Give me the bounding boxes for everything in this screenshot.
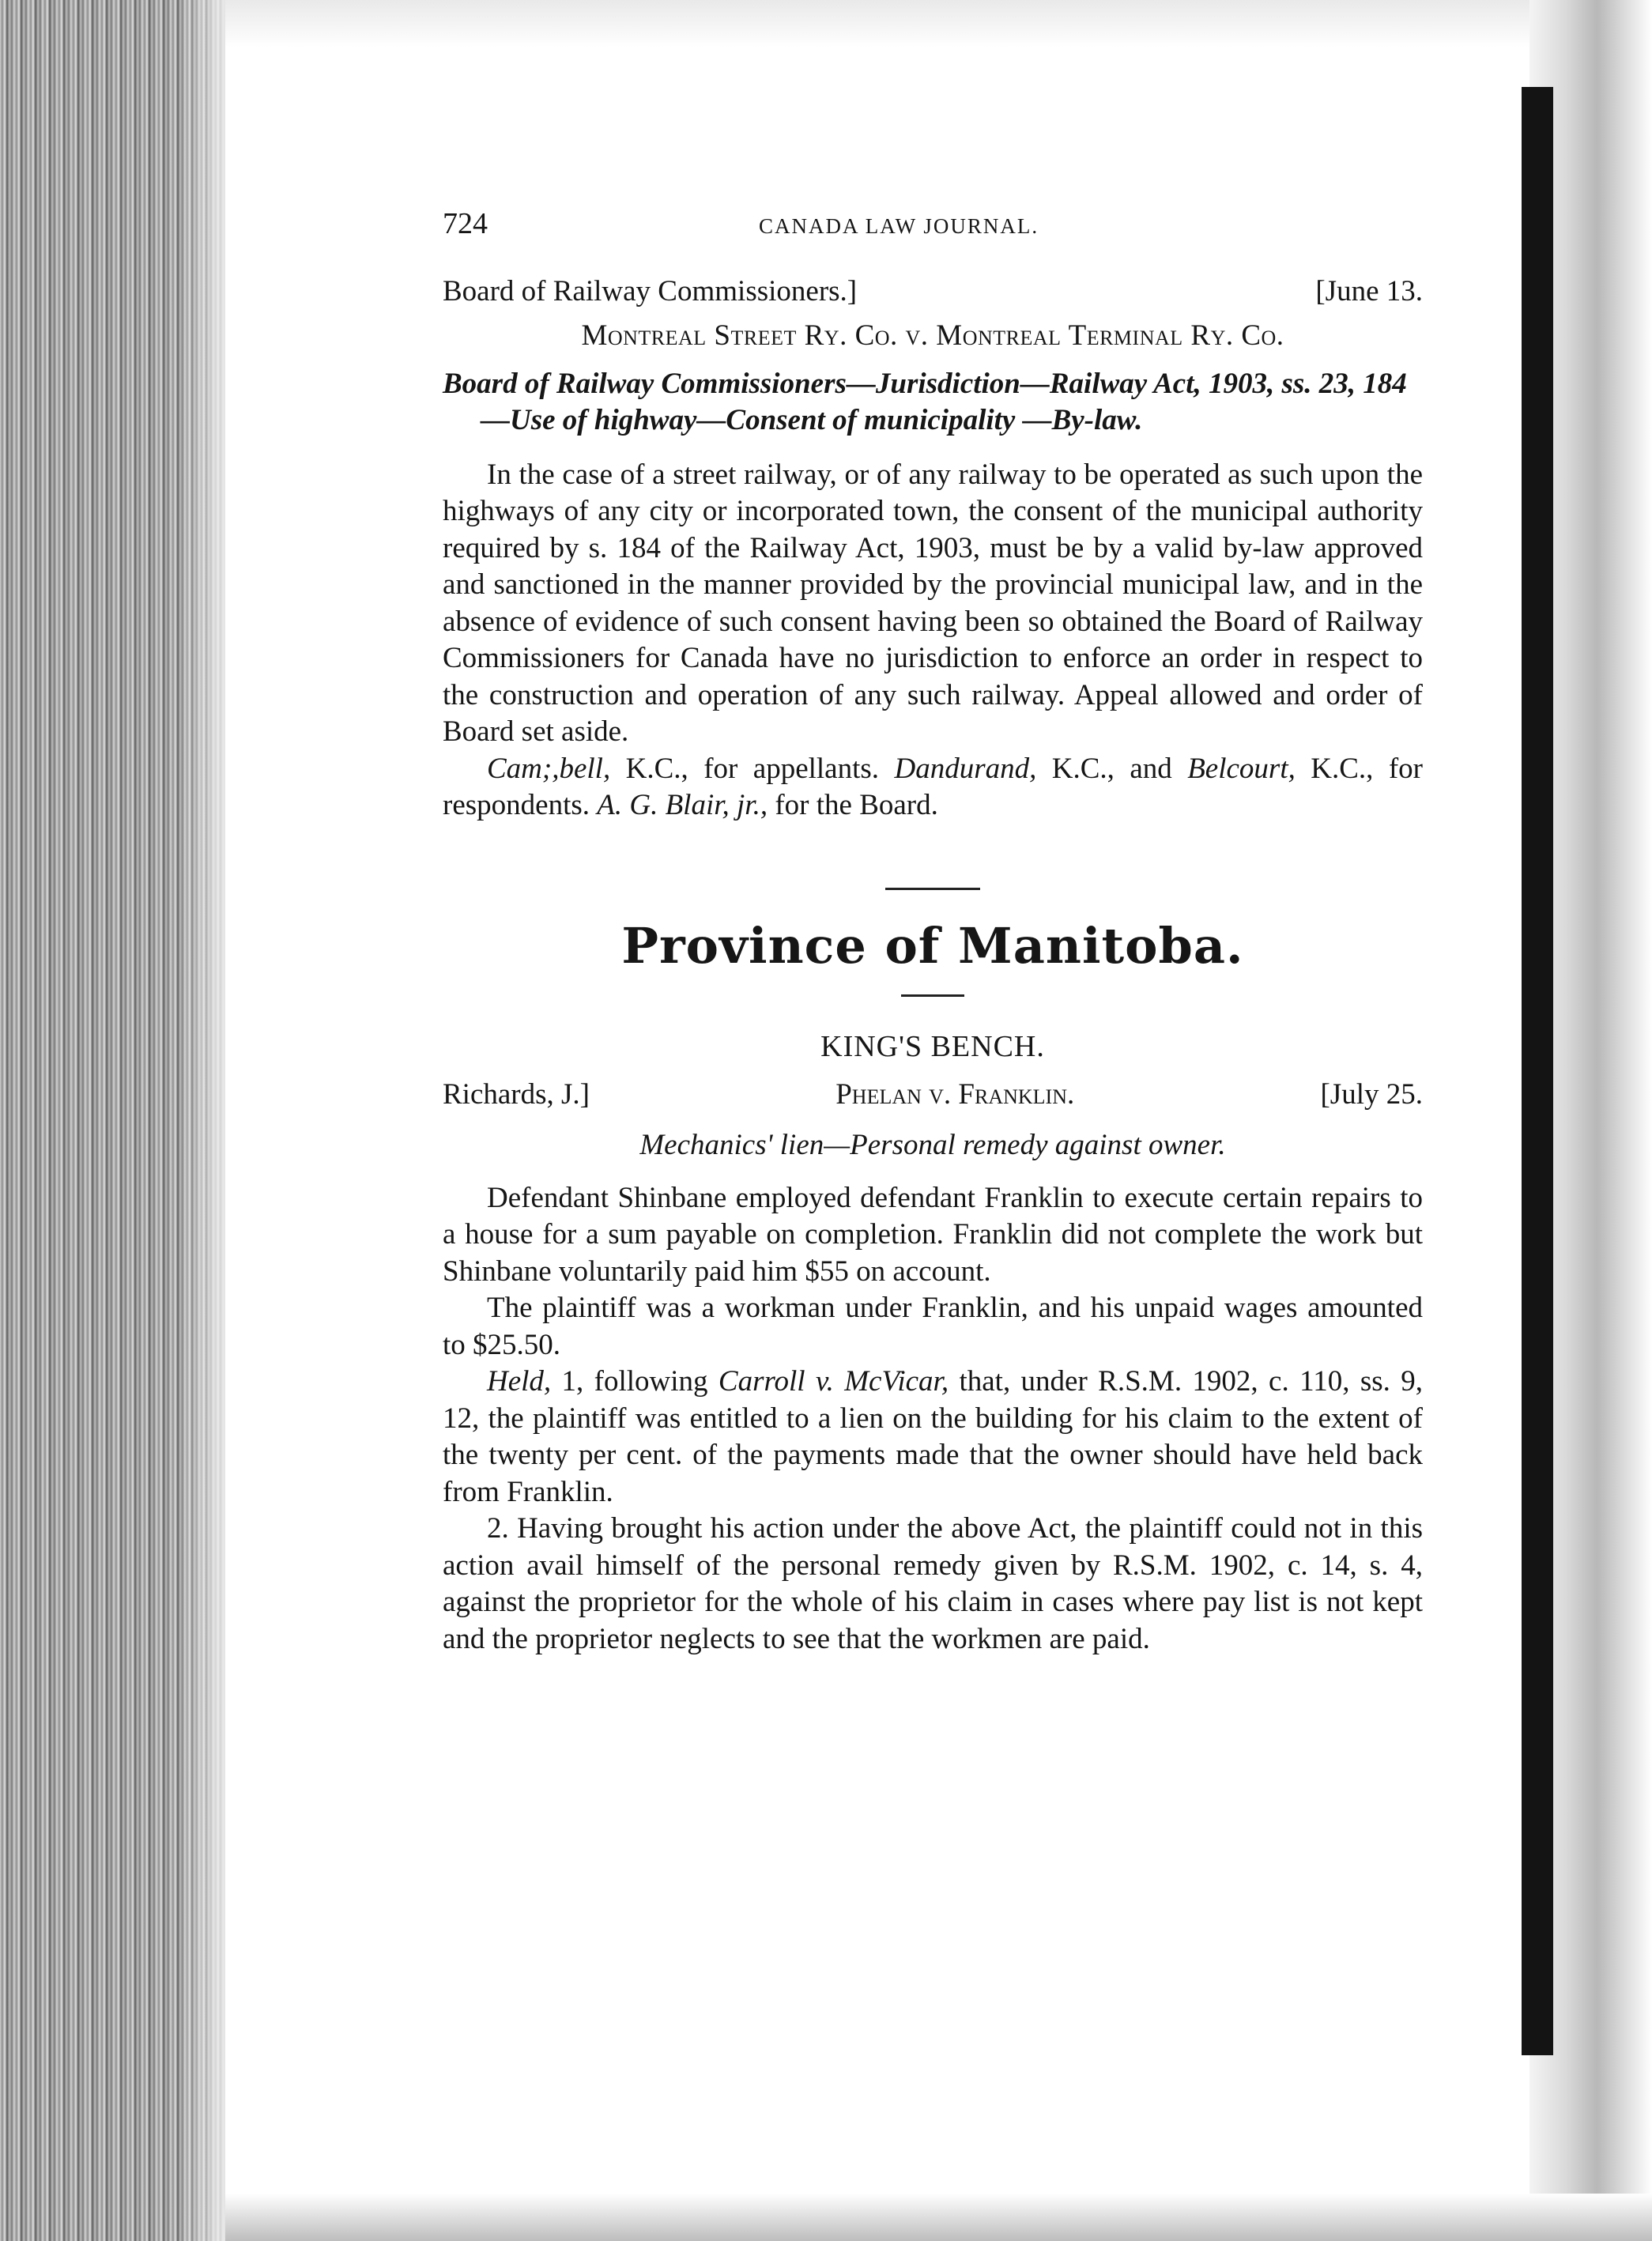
scan-right-dark-bar — [1522, 87, 1553, 2055]
counsel-name: Dandurand, — [894, 752, 1037, 785]
case2-title: Phelan v. Franklin. — [835, 1077, 1075, 1111]
court-heading: KING'S BENCH. — [820, 1030, 1045, 1063]
held-label: Held, — [487, 1365, 552, 1398]
province-heading: Province of Manitoba. — [621, 916, 1244, 975]
page-number: 724 — [443, 207, 488, 240]
counsel-text: K.C., and — [1036, 752, 1188, 785]
counsel-text: for the Board. — [768, 789, 938, 821]
case1-counsel — [443, 751, 1423, 824]
scan-binding-edge — [0, 0, 225, 2241]
case1-court-line — [443, 274, 1423, 311]
page-content — [443, 206, 1423, 1658]
heading-divider — [901, 994, 964, 997]
running-header — [443, 206, 1423, 245]
scan-bottom-margin — [225, 2194, 1652, 2241]
counsel-name: Belcourt, — [1187, 752, 1296, 785]
case2-para1: Defendant Shinbane employed defendant Franklin to execute certain repairs to a house for a sum payable on completion. Franklin did not complete the work but Shinbane voluntarily paid him $55 on account. — [443, 1181, 1423, 1288]
case2-para3 — [443, 1364, 1423, 1511]
counsel-text: K.C., for respondents. — [443, 752, 1424, 821]
case2-judge: Richards, J.] — [443, 1077, 590, 1111]
case1-body: In the case of a street railway, or of any railway to be operated as such upon the highways of any city or incorporated town, the consent of the municipal authority required by s. 184 of the Railway Act, 1903, must be by a valid by-law approved and sanctioned in the manner provided by the provincial municipal law, and in the absence of evidence of such consent having been so obtained the Board of Railway Commissioners for Canada have no jurisdiction to enforce an order in respect to the construction and operation of any such railway. Appeal allowed and order of Board set aside. — [443, 458, 1423, 748]
case2-para4: 2. Having brought his action under the above Act, the plaintiff could not in this action avail himself of the personal remedy given by R.S.M. 1902, c. 14, s. 4, against the proprietor for the whole of his claim in cases where pay list is not kept and the proprietor neglects to see that the workmen are paid. — [443, 1512, 1423, 1655]
journal-title: CANADA LAW JOURNAL. — [759, 214, 1039, 238]
para3-text: 1, following — [551, 1365, 719, 1398]
case1-title: Montreal Street Ry. Co. v. Montreal Terminal Ry. Co. — [581, 319, 1284, 352]
case2-para2: The plaintiff was a workman under Franklin, and his unpaid wages amounted to $25.50. — [443, 1292, 1423, 1361]
para3-text: that, under R.S.M. 1902, c. 110, ss. 9, 12, the plaintiff was entitled to a lien on the building for his claim to the extent of the twenty per cent. of the payments made that the owner should have held back from Franklin. — [443, 1365, 1423, 1508]
scan-top-margin — [225, 0, 1529, 47]
case1-court: Board of Railway Commissioners.] — [443, 274, 858, 307]
case1-date: [June 13. — [1315, 274, 1423, 307]
counsel-text: K.C., for appellants. — [610, 752, 895, 785]
case2-date: [July 25. — [1320, 1077, 1423, 1111]
counsel-name: A. G. Blair, jr., — [597, 789, 768, 821]
counsel-name: Cam;,bell, — [487, 752, 611, 785]
case1-headnote: Board of Railway Commissioners—Jurisdiction—Railway Act, 1903, ss. 23, 184—Use of highway—Consent of municipality —By-law. — [443, 367, 1407, 436]
section-divider — [885, 888, 980, 890]
case2-subhead: Mechanics' lien—Personal remedy against owner. — [639, 1129, 1226, 1161]
case-citation: Carroll v. McVicar, — [718, 1365, 949, 1398]
case2-caption — [443, 1077, 1423, 1114]
